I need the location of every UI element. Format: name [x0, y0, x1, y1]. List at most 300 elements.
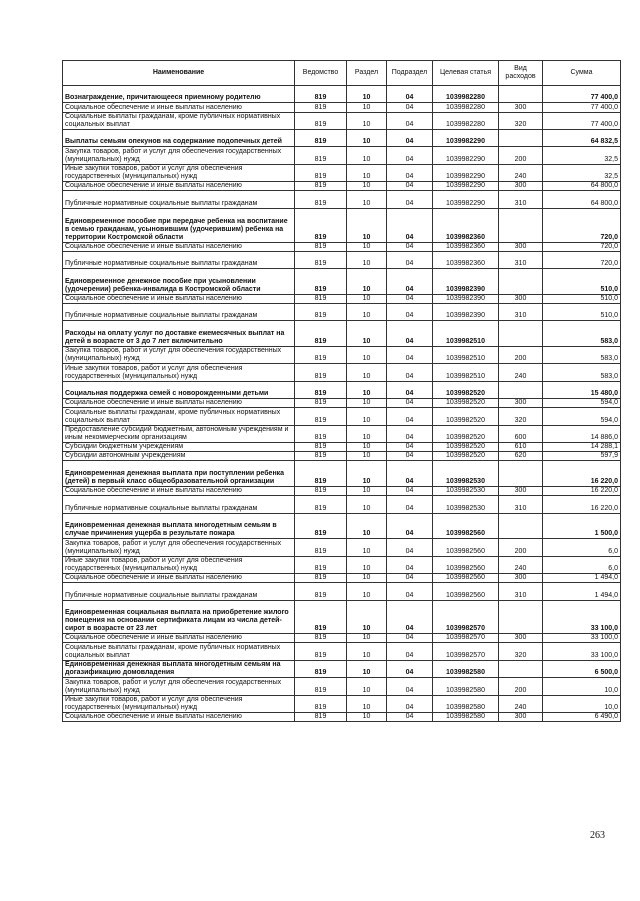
header-name: Наименование: [63, 61, 295, 86]
cell-sum: 64 832,5: [543, 129, 621, 146]
cell-name: Иные закупки товаров, работ и услуг для обеспечения государственных (муниципальных) нужд: [63, 556, 295, 573]
cell-name: Единовременная денежная выплата при поступлении ребенка (детей) в первый класс общеобразовательной организации: [63, 461, 295, 487]
cell-name: Иные закупки товаров, работ и услуг для обеспечения государственных (муниципальных) нужд: [63, 695, 295, 712]
cell-subsection: 04: [387, 346, 433, 363]
cell-kind: 200: [499, 346, 543, 363]
table-row: [63, 381, 621, 398]
cell-target: 1039982390: [433, 269, 499, 295]
cell-name: Закупка товаров, работ и услуг для обеспечения государственных (муниципальных) нужд: [63, 678, 295, 695]
cell-name: Вознаграждение, причитающееся приемному родителю: [63, 86, 295, 103]
cell-target: 1039982390: [433, 303, 499, 320]
cell-section: 10: [347, 643, 387, 660]
cell-sum: 32,5: [543, 164, 621, 181]
cell-target: 1039982360: [433, 242, 499, 251]
budget-table: [62, 60, 621, 722]
header-dept: Ведомство: [295, 61, 347, 86]
cell-target: 1039982530: [433, 461, 499, 487]
cell-kind: [499, 600, 543, 634]
cell-name: Социальное обеспечение и иные выплаты населению: [63, 294, 295, 303]
cell-dept: 819: [295, 678, 347, 695]
cell-dept: 819: [295, 251, 347, 268]
cell-target: 1039982560: [433, 573, 499, 582]
cell-name: Иные закупки товаров, работ и услуг для обеспечения государственных (муниципальных) нужд: [63, 164, 295, 181]
cell-sum: 6,0: [543, 556, 621, 573]
cell-section: 10: [347, 251, 387, 268]
cell-target: 1039982560: [433, 539, 499, 556]
table-row: [63, 513, 621, 539]
cell-target: 1039982510: [433, 346, 499, 363]
cell-sum: 64 800,0: [543, 182, 621, 191]
table-row: [63, 103, 621, 112]
cell-subsection: 04: [387, 600, 433, 634]
table-row: [63, 660, 621, 677]
cell-kind: 240: [499, 164, 543, 181]
cell-dept: 819: [295, 660, 347, 677]
cell-kind: [499, 381, 543, 398]
cell-sum: 16 220,0: [543, 496, 621, 513]
cell-target: 1039982580: [433, 678, 499, 695]
cell-dept: 819: [295, 695, 347, 712]
cell-dept: 819: [295, 443, 347, 452]
cell-sum: 583,0: [543, 321, 621, 347]
cell-dept: 819: [295, 583, 347, 600]
cell-sum: 720,0: [543, 251, 621, 268]
cell-name: Единовременное пособие при передаче ребенка на воспитание в семью гражданам, усыновившим (удочерившим) ребенка на территории Костромской области: [63, 208, 295, 242]
table-row: [63, 408, 621, 425]
cell-sum: 6 490,0: [543, 713, 621, 722]
cell-sum: 1 494,0: [543, 573, 621, 582]
cell-section: 10: [347, 191, 387, 208]
cell-kind: 240: [499, 364, 543, 381]
cell-name: Социальное обеспечение и иные выплаты населению: [63, 486, 295, 495]
cell-sum: 720,0: [543, 242, 621, 251]
cell-section: 10: [347, 103, 387, 112]
cell-sum: 6 500,0: [543, 660, 621, 677]
cell-sum: 16 220,0: [543, 486, 621, 495]
cell-name: Публичные нормативные социальные выплаты гражданам: [63, 251, 295, 268]
cell-target: 1039982280: [433, 86, 499, 103]
cell-dept: 819: [295, 399, 347, 408]
cell-subsection: 04: [387, 321, 433, 347]
cell-sum: 510,0: [543, 303, 621, 320]
cell-dept: 819: [295, 208, 347, 242]
cell-sum: 64 800,0: [543, 191, 621, 208]
table-row: [63, 129, 621, 146]
cell-sum: 14 886,0: [543, 425, 621, 442]
cell-subsection: 04: [387, 634, 433, 643]
cell-target: 1039982560: [433, 583, 499, 600]
cell-target: 1039982520: [433, 443, 499, 452]
cell-sum: 510,0: [543, 269, 621, 295]
cell-target: 1039982290: [433, 182, 499, 191]
cell-name: Выплаты семьям опекунов на содержание подопечных детей: [63, 129, 295, 146]
cell-dept: 819: [295, 513, 347, 539]
table-row: [63, 573, 621, 582]
cell-target: 1039982520: [433, 425, 499, 442]
cell-subsection: 04: [387, 643, 433, 660]
cell-subsection: 04: [387, 486, 433, 495]
cell-kind: 310: [499, 496, 543, 513]
cell-section: 10: [347, 634, 387, 643]
cell-subsection: 04: [387, 103, 433, 112]
cell-kind: [499, 461, 543, 487]
cell-subsection: 04: [387, 556, 433, 573]
table-row: [63, 643, 621, 660]
cell-name: Социальные выплаты гражданам, кроме публичных нормативных социальных выплат: [63, 408, 295, 425]
cell-section: 10: [347, 556, 387, 573]
cell-sum: 583,0: [543, 346, 621, 363]
table-row: [63, 678, 621, 695]
cell-section: 10: [347, 513, 387, 539]
cell-dept: 819: [295, 147, 347, 164]
cell-sum: 720,0: [543, 208, 621, 242]
cell-name: Единовременная социальная выплата на приобретение жилого помещения на основании сертификата лицам из числа детей-сирот в возрасте от 23 лет: [63, 600, 295, 634]
cell-section: 10: [347, 486, 387, 495]
cell-subsection: 04: [387, 191, 433, 208]
cell-target: 1039982280: [433, 112, 499, 129]
cell-subsection: 04: [387, 364, 433, 381]
cell-kind: 600: [499, 425, 543, 442]
cell-name: Закупка товаров, работ и услуг для обеспечения государственных (муниципальных) нужд: [63, 147, 295, 164]
cell-subsection: 04: [387, 86, 433, 103]
cell-sum: 33 100,0: [543, 643, 621, 660]
cell-name: Социальное обеспечение и иные выплаты населению: [63, 573, 295, 582]
cell-sum: 6,0: [543, 539, 621, 556]
table-row: [63, 269, 621, 295]
cell-section: 10: [347, 294, 387, 303]
cell-name: Социальное обеспечение и иные выплаты населению: [63, 713, 295, 722]
cell-section: 10: [347, 399, 387, 408]
cell-section: 10: [347, 461, 387, 487]
table-row: [63, 86, 621, 103]
cell-target: 1039982580: [433, 695, 499, 712]
cell-kind: 320: [499, 643, 543, 660]
cell-kind: 240: [499, 695, 543, 712]
cell-kind: [499, 269, 543, 295]
cell-sum: 510,0: [543, 294, 621, 303]
cell-section: 10: [347, 86, 387, 103]
cell-target: 1039982580: [433, 713, 499, 722]
cell-sum: 583,0: [543, 364, 621, 381]
cell-kind: 610: [499, 443, 543, 452]
cell-section: 10: [347, 678, 387, 695]
cell-name: Закупка товаров, работ и услуг для обеспечения государственных (муниципальных) нужд: [63, 539, 295, 556]
cell-subsection: 04: [387, 251, 433, 268]
cell-subsection: 04: [387, 443, 433, 452]
cell-target: 1039982570: [433, 634, 499, 643]
cell-target: 1039982570: [433, 600, 499, 634]
cell-dept: 819: [295, 191, 347, 208]
table-row: [63, 364, 621, 381]
cell-subsection: 04: [387, 452, 433, 461]
cell-section: 10: [347, 425, 387, 442]
cell-section: 10: [347, 129, 387, 146]
cell-sum: 10,0: [543, 678, 621, 695]
cell-section: 10: [347, 182, 387, 191]
cell-sum: 33 100,0: [543, 634, 621, 643]
cell-kind: 300: [499, 634, 543, 643]
cell-subsection: 04: [387, 129, 433, 146]
cell-kind: 240: [499, 556, 543, 573]
cell-target: 1039982520: [433, 408, 499, 425]
cell-target: 1039982280: [433, 103, 499, 112]
cell-dept: 819: [295, 600, 347, 634]
cell-subsection: 04: [387, 242, 433, 251]
cell-dept: 819: [295, 539, 347, 556]
cell-dept: 819: [295, 294, 347, 303]
cell-kind: 620: [499, 452, 543, 461]
cell-kind: [499, 208, 543, 242]
cell-section: 10: [347, 112, 387, 129]
cell-dept: 819: [295, 634, 347, 643]
header-kind: Вид расходов: [499, 61, 543, 86]
cell-section: 10: [347, 600, 387, 634]
cell-sum: 594,0: [543, 408, 621, 425]
cell-dept: 819: [295, 86, 347, 103]
cell-target: 1039982560: [433, 556, 499, 573]
table-row: [63, 242, 621, 251]
cell-section: 10: [347, 583, 387, 600]
table-row: [63, 583, 621, 600]
cell-dept: 819: [295, 346, 347, 363]
cell-target: 1039982580: [433, 660, 499, 677]
table-row: [63, 452, 621, 461]
header-sum: Сумма: [543, 61, 621, 86]
header-subsection: Подраздел: [387, 61, 433, 86]
cell-subsection: 04: [387, 408, 433, 425]
cell-subsection: 04: [387, 461, 433, 487]
table-row: [63, 443, 621, 452]
cell-subsection: 04: [387, 182, 433, 191]
cell-section: 10: [347, 164, 387, 181]
cell-kind: 300: [499, 573, 543, 582]
cell-target: 1039982560: [433, 513, 499, 539]
table-row: [63, 303, 621, 320]
table-row: [63, 556, 621, 573]
cell-name: Публичные нормативные социальные выплаты гражданам: [63, 496, 295, 513]
cell-target: 1039982570: [433, 643, 499, 660]
cell-target: 1039982290: [433, 129, 499, 146]
cell-name: Социальное обеспечение и иные выплаты населению: [63, 399, 295, 408]
cell-target: 1039982390: [433, 294, 499, 303]
cell-section: 10: [347, 242, 387, 251]
cell-sum: 594,0: [543, 399, 621, 408]
table-row: [63, 695, 621, 712]
cell-kind: 300: [499, 242, 543, 251]
cell-subsection: 04: [387, 583, 433, 600]
cell-name: Иные закупки товаров, работ и услуг для обеспечения государственных (муниципальных) нужд: [63, 364, 295, 381]
cell-kind: [499, 129, 543, 146]
table-row: [63, 294, 621, 303]
cell-dept: 819: [295, 452, 347, 461]
cell-sum: 77 400,0: [543, 103, 621, 112]
cell-section: 10: [347, 269, 387, 295]
cell-sum: 10,0: [543, 695, 621, 712]
cell-name: Расходы на оплату услуг по доставке ежемесячных выплат на детей в возрасте от 3 до 7 лет включительно: [63, 321, 295, 347]
cell-section: 10: [347, 208, 387, 242]
cell-dept: 819: [295, 242, 347, 251]
cell-dept: 819: [295, 556, 347, 573]
cell-kind: 200: [499, 539, 543, 556]
cell-name: Единовременная денежная выплата многодетным семьям на догазификацию домовладения: [63, 660, 295, 677]
cell-section: 10: [347, 147, 387, 164]
cell-name: Социальные выплаты гражданам, кроме публичных нормативных социальных выплат: [63, 643, 295, 660]
cell-name: Социальное обеспечение и иные выплаты населению: [63, 242, 295, 251]
cell-section: 10: [347, 713, 387, 722]
table-row: [63, 399, 621, 408]
cell-subsection: 04: [387, 269, 433, 295]
cell-kind: 300: [499, 294, 543, 303]
cell-dept: 819: [295, 103, 347, 112]
cell-dept: 819: [295, 486, 347, 495]
cell-sum: 77 400,0: [543, 86, 621, 103]
header-section: Раздел: [347, 61, 387, 86]
cell-dept: 819: [295, 269, 347, 295]
table-row: [63, 182, 621, 191]
cell-name: Публичные нормативные социальные выплаты гражданам: [63, 191, 295, 208]
cell-target: 1039982530: [433, 486, 499, 495]
table-row: [63, 461, 621, 487]
cell-subsection: 04: [387, 496, 433, 513]
cell-dept: 819: [295, 182, 347, 191]
cell-subsection: 04: [387, 164, 433, 181]
cell-name: Социальные выплаты гражданам, кроме публичных нормативных социальных выплат: [63, 112, 295, 129]
cell-name: Субсидии бюджетным учреждениям: [63, 443, 295, 452]
table-row: [63, 321, 621, 347]
cell-subsection: 04: [387, 303, 433, 320]
cell-dept: 819: [295, 461, 347, 487]
cell-target: 1039982520: [433, 452, 499, 461]
cell-subsection: 04: [387, 208, 433, 242]
cell-target: 1039982290: [433, 147, 499, 164]
cell-subsection: 04: [387, 695, 433, 712]
cell-dept: 819: [295, 713, 347, 722]
cell-section: 10: [347, 496, 387, 513]
cell-dept: 819: [295, 129, 347, 146]
cell-sum: 32,5: [543, 147, 621, 164]
cell-kind: 300: [499, 713, 543, 722]
cell-target: 1039982520: [433, 381, 499, 398]
cell-dept: 819: [295, 321, 347, 347]
cell-section: 10: [347, 443, 387, 452]
cell-dept: 819: [295, 408, 347, 425]
cell-section: 10: [347, 408, 387, 425]
cell-sum: 33 100,0: [543, 600, 621, 634]
cell-target: 1039982360: [433, 208, 499, 242]
cell-section: 10: [347, 695, 387, 712]
cell-sum: 1 494,0: [543, 583, 621, 600]
cell-section: 10: [347, 660, 387, 677]
cell-sum: 16 220,0: [543, 461, 621, 487]
cell-subsection: 04: [387, 425, 433, 442]
table-body: [63, 86, 621, 722]
table-row: [63, 539, 621, 556]
table-row: [63, 208, 621, 242]
table-row: [63, 147, 621, 164]
cell-dept: 819: [295, 364, 347, 381]
cell-kind: [499, 321, 543, 347]
table-row: [63, 112, 621, 129]
cell-name: Предоставление субсидий бюджетным, автономным учреждениям и иным некоммерческим организациям: [63, 425, 295, 442]
cell-subsection: 04: [387, 399, 433, 408]
cell-kind: 200: [499, 678, 543, 695]
cell-sum: 597,9: [543, 452, 621, 461]
cell-sum: 77 400,0: [543, 112, 621, 129]
cell-kind: 300: [499, 486, 543, 495]
table-row: [63, 496, 621, 513]
budget-table-sheet: [62, 60, 620, 722]
cell-section: 10: [347, 539, 387, 556]
cell-subsection: 04: [387, 713, 433, 722]
cell-section: 10: [347, 321, 387, 347]
cell-sum: 14 288,1: [543, 443, 621, 452]
cell-section: 10: [347, 346, 387, 363]
cell-name: Единовременная денежная выплата многодетным семьям в случае причинения ущерба в результате пожара: [63, 513, 295, 539]
cell-subsection: 04: [387, 112, 433, 129]
cell-sum: 1 500,0: [543, 513, 621, 539]
cell-kind: 310: [499, 583, 543, 600]
cell-sum: 15 480,0: [543, 381, 621, 398]
table-row: [63, 486, 621, 495]
cell-subsection: 04: [387, 678, 433, 695]
cell-name: Социальная поддержка семей с новорожденными детьми: [63, 381, 295, 398]
cell-name: Публичные нормативные социальные выплаты гражданам: [63, 303, 295, 320]
cell-subsection: 04: [387, 294, 433, 303]
cell-section: 10: [347, 303, 387, 320]
cell-target: 1039982520: [433, 399, 499, 408]
cell-subsection: 04: [387, 660, 433, 677]
cell-subsection: 04: [387, 573, 433, 582]
cell-kind: 300: [499, 399, 543, 408]
cell-subsection: 04: [387, 381, 433, 398]
cell-name: Социальное обеспечение и иные выплаты населению: [63, 103, 295, 112]
cell-subsection: 04: [387, 539, 433, 556]
cell-kind: 310: [499, 251, 543, 268]
cell-name: Социальное обеспечение и иные выплаты населению: [63, 182, 295, 191]
cell-name: Социальное обеспечение и иные выплаты населению: [63, 634, 295, 643]
cell-kind: 320: [499, 408, 543, 425]
cell-kind: [499, 86, 543, 103]
cell-name: Субсидии автономным учреждениям: [63, 452, 295, 461]
cell-dept: 819: [295, 381, 347, 398]
table-row: [63, 346, 621, 363]
cell-section: 10: [347, 452, 387, 461]
cell-section: 10: [347, 573, 387, 582]
cell-section: 10: [347, 364, 387, 381]
cell-target: 1039982360: [433, 251, 499, 268]
table-row: [63, 164, 621, 181]
cell-kind: 300: [499, 182, 543, 191]
header-target: Целевая статья: [433, 61, 499, 86]
cell-kind: 310: [499, 191, 543, 208]
table-row: [63, 191, 621, 208]
table-header-row: [63, 61, 621, 86]
cell-target: 1039982290: [433, 191, 499, 208]
table-row: [63, 600, 621, 634]
cell-target: 1039982510: [433, 321, 499, 347]
table-row: [63, 251, 621, 268]
cell-target: 1039982290: [433, 164, 499, 181]
cell-dept: 819: [295, 303, 347, 320]
cell-kind: 310: [499, 303, 543, 320]
cell-dept: 819: [295, 573, 347, 582]
cell-kind: [499, 513, 543, 539]
cell-kind: 200: [499, 147, 543, 164]
cell-kind: 320: [499, 112, 543, 129]
cell-name: Закупка товаров, работ и услуг для обеспечения государственных (муниципальных) нужд: [63, 346, 295, 363]
cell-dept: 819: [295, 496, 347, 513]
table-row: [63, 713, 621, 722]
